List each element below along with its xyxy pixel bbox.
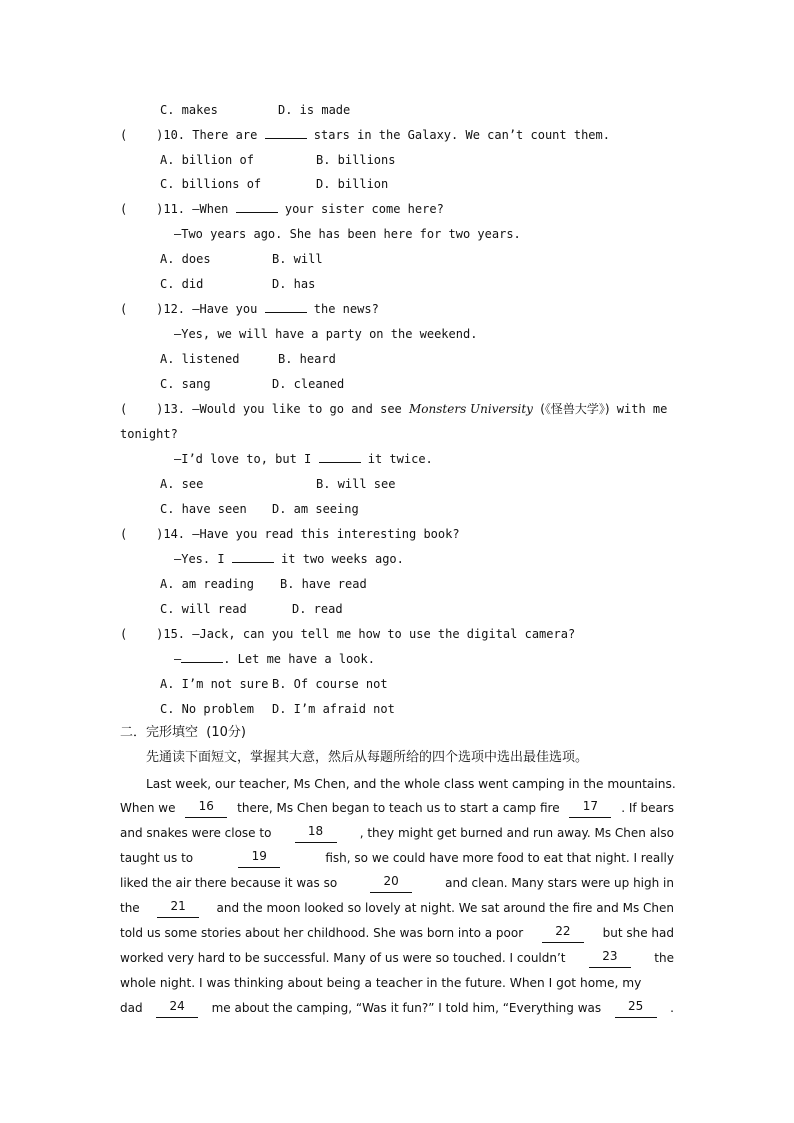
q12-response: —Yes, we will have a party on the weekend. bbox=[174, 327, 478, 341]
passage-line: liked the air there because it was so 20 and clean. Many stars were up high in bbox=[120, 873, 674, 893]
answer-paren: ( )15. bbox=[120, 627, 186, 641]
passage-line: and snakes were close to 18 , they might get burned and run away. Ms Chen also bbox=[120, 823, 674, 843]
movie-title: Monsters University bbox=[409, 402, 533, 416]
q11-response: —Two years ago. She has been here for two years. bbox=[174, 227, 521, 241]
q12-option-d: D. cleaned bbox=[272, 377, 345, 391]
q14-option-d: D. read bbox=[292, 602, 343, 616]
blank-16: 16 bbox=[185, 798, 227, 818]
blank-22: 22 bbox=[542, 923, 584, 943]
answer-paren: ( )10. bbox=[120, 128, 186, 142]
passage-line: the 21 and the moon looked so lovely at night. We sat around the fire and Ms Chen bbox=[120, 898, 674, 918]
blank-25: 25 bbox=[615, 998, 657, 1018]
blank-17: 17 bbox=[569, 798, 611, 818]
q15-option-c: C. No problem bbox=[160, 702, 254, 716]
blank bbox=[319, 462, 361, 463]
blank-19: 19 bbox=[238, 848, 280, 868]
q12-option-b: B. heard bbox=[278, 352, 336, 366]
answer-paren: ( )14. bbox=[120, 527, 186, 541]
q15-response: — . Let me have a look. bbox=[174, 652, 375, 666]
blank-23: 23 bbox=[589, 948, 631, 968]
q12-option-a: A. listened bbox=[160, 352, 240, 366]
passage-line: told us some stories about her childhood. She was born into a poor 22 but she had bbox=[120, 923, 674, 943]
q11-option-d: D. has bbox=[272, 277, 316, 291]
q13-option-a: A. see bbox=[160, 477, 204, 491]
q9-option-d: D. is made bbox=[278, 103, 351, 117]
q10-option-b: B. billions bbox=[316, 153, 396, 167]
blank-18: 18 bbox=[295, 823, 337, 843]
blank-24: 24 bbox=[156, 998, 198, 1018]
q10-option-a: A. billion of bbox=[160, 153, 254, 167]
blank bbox=[265, 312, 307, 313]
q13-stem-cont: tonight? bbox=[120, 427, 178, 441]
blank bbox=[232, 562, 274, 563]
section-heading: 二．完形填空 (10分) bbox=[120, 725, 246, 740]
q11-option-c: C. did bbox=[160, 277, 204, 291]
section-instruction: 先通读下面短文，掌握其大意，然后从每题所给的四个选项中选出最佳选项。 bbox=[146, 750, 589, 765]
q10-option-d: D. billion bbox=[316, 177, 389, 191]
q13-option-d: D. am seeing bbox=[272, 502, 359, 516]
q13-option-b: B. will see bbox=[316, 477, 396, 491]
q14-option-b: B. have read bbox=[280, 577, 367, 591]
q11-option-b: B. will bbox=[272, 252, 323, 266]
passage-line: whole night. I was thinking about being a teacher in the future. When I got home, my bbox=[120, 976, 642, 990]
q11-option-a: A. does bbox=[160, 252, 211, 266]
answer-paren: ( )12. bbox=[120, 302, 186, 316]
q11-stem: ( )11. —When your sister come here? bbox=[120, 202, 444, 216]
q12-stem: ( )12. —Have you the news? bbox=[120, 302, 379, 316]
blank-21: 21 bbox=[157, 898, 199, 918]
blank bbox=[236, 212, 278, 213]
passage-line: Last week, our teacher, Ms Chen, and the whole class went camping in the mountains. bbox=[146, 777, 676, 791]
passage-line: When we 16 there, Ms Chen began to teach us to start a camp fire 17 . If bears bbox=[120, 798, 674, 818]
blank bbox=[181, 662, 223, 663]
q14-option-c: C. will read bbox=[160, 602, 247, 616]
q13-response: —I’d love to, but I it twice. bbox=[174, 452, 433, 466]
q12-option-c: C. sang bbox=[160, 377, 211, 391]
blank bbox=[265, 138, 307, 139]
answer-paren: ( )13. bbox=[120, 402, 186, 416]
q13-stem: ( )13. —Would you like to go and see Monsters University (《怪兽大学》) with me bbox=[120, 402, 668, 416]
q10-option-c: C. billions of bbox=[160, 177, 262, 191]
blank-20: 20 bbox=[370, 873, 412, 893]
passage-line: taught us to 19 fish, so we could have more food to eat that night. I really bbox=[120, 848, 674, 868]
q13-option-c: C. have seen bbox=[160, 502, 247, 516]
q14-option-a: A. am reading bbox=[160, 577, 254, 591]
passage-line: dad 24 me about the camping, “Was it fun?” I told him, “Everything was 25 . bbox=[120, 998, 674, 1018]
q9-option-c: C. makes bbox=[160, 103, 218, 117]
q10-stem: ( )10. There are stars in the Galaxy. We can’t count them. bbox=[120, 128, 610, 142]
q15-option-d: D. I’m afraid not bbox=[272, 702, 395, 716]
passage-line: worked very hard to be successful. Many of us were so touched. I couldn’t 23 the bbox=[120, 948, 674, 968]
q15-option-b: B. Of course not bbox=[272, 677, 388, 691]
q15-option-a: A. I’m not sure bbox=[160, 677, 269, 691]
answer-paren: ( )11. bbox=[120, 202, 186, 216]
q14-stem: ( )14. —Have you read this interesting book? bbox=[120, 527, 460, 541]
q15-stem: ( )15. —Jack, can you tell me how to use the digital camera? bbox=[120, 627, 576, 641]
q14-response: —Yes. I it two weeks ago. bbox=[174, 552, 404, 566]
